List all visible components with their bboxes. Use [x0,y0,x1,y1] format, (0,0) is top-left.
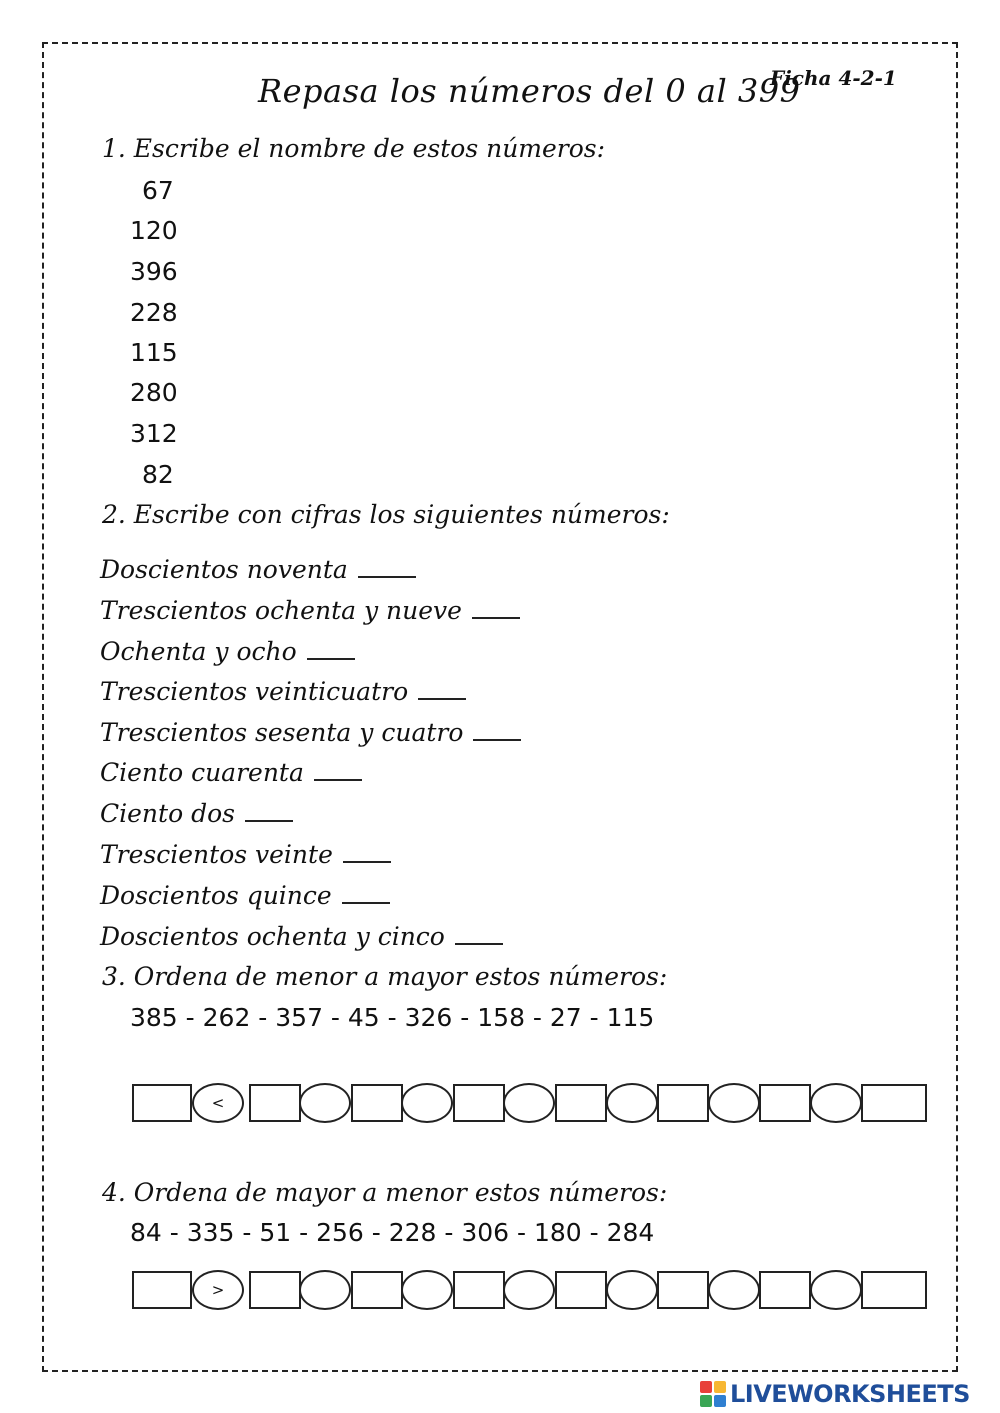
answer-blank[interactable] [245,819,293,822]
answer-box[interactable] [453,1084,505,1122]
q2-item [100,677,466,706]
q2-item-text: Doscientos ochenta y cinco [100,922,445,951]
q2-item-text: Trescientos ochenta y nueve [100,596,462,625]
q3-number-sequence: 385 - 262 - 357 - 45 - 326 - 158 - 27 - 115 [130,1003,655,1032]
comparison-oval[interactable]: > [192,1270,244,1310]
logo-tile [714,1395,726,1407]
answer-box[interactable] [555,1271,607,1309]
q2-item-text: Doscientos noventa [100,555,348,584]
q1-number: 120 [130,216,178,245]
logo-tile [700,1381,712,1393]
q3-heading: 3. Ordena de menor a mayor estos números: [102,962,668,991]
q1-number: 82 [142,460,174,489]
q2-item-text: Trescientos veinte [100,840,333,869]
comparison-oval[interactable] [299,1270,351,1310]
q2-item [100,718,521,747]
q2-item [100,881,390,910]
answer-box[interactable] [132,1084,192,1122]
comparison-oval[interactable] [606,1270,658,1310]
answer-box[interactable] [453,1271,505,1309]
answer-blank[interactable] [307,657,355,660]
answer-box[interactable] [351,1271,403,1309]
q2-item-text: Trescientos sesenta y cuatro [100,718,464,747]
q4-heading: 4. Ordena de mayor a menor estos números: [102,1178,668,1207]
q2-item [100,799,293,828]
answer-box[interactable] [657,1084,709,1122]
answer-box[interactable] [861,1271,927,1309]
comparison-oval[interactable] [503,1270,555,1310]
answer-box[interactable] [555,1084,607,1122]
q1-number: 115 [130,338,178,367]
q2-item-text: Doscientos quince [100,881,332,910]
q1-number: 67 [142,176,174,205]
answer-box[interactable] [657,1271,709,1309]
q2-item [100,596,520,625]
liveworksheets-brand [700,1380,970,1408]
answer-box[interactable] [759,1271,811,1309]
answer-blank[interactable] [343,860,391,863]
answer-blank[interactable] [472,616,520,619]
comparison-oval[interactable] [810,1083,862,1123]
answer-blank[interactable] [455,942,503,945]
comparison-oval[interactable] [708,1270,760,1310]
q4-number-sequence: 84 - 335 - 51 - 256 - 228 - 306 - 180 - 284 [130,1218,655,1247]
q2-item-text: Ochenta y ocho [100,637,297,666]
q2-heading: 2. Escribe con cifras los siguientes números: [102,500,670,529]
worksheet-title: Repasa los números del 0 al 399 [258,72,801,110]
q1-number: 280 [130,378,178,407]
comparison-oval[interactable] [810,1270,862,1310]
answer-blank[interactable] [358,575,416,578]
logo-tile [714,1381,726,1393]
q2-item [100,555,416,584]
answer-blank[interactable] [473,738,521,741]
answer-blank[interactable] [418,697,466,700]
answer-box[interactable] [132,1271,192,1309]
q2-item [100,922,503,951]
answer-box[interactable] [249,1271,301,1309]
q1-number: 228 [130,298,178,327]
comparison-oval[interactable] [401,1083,453,1123]
q2-item-text: Ciento cuarenta [100,758,304,787]
answer-box[interactable] [861,1084,927,1122]
sheet-code: Ficha 4-2-1 [770,66,897,90]
q1-heading: 1. Escribe el nombre de estos números: [102,134,606,163]
dashed-page-border [42,42,958,1372]
comparison-oval[interactable] [606,1083,658,1123]
q2-item-text: Trescientos veinticuatro [100,677,409,706]
comparison-oval[interactable]: < [192,1083,244,1123]
comparison-oval[interactable] [299,1083,351,1123]
q2-item-text: Ciento dos [100,799,235,828]
answer-blank[interactable] [342,901,390,904]
answer-box[interactable] [249,1084,301,1122]
answer-box[interactable] [351,1084,403,1122]
answer-box[interactable] [759,1084,811,1122]
q2-item [100,637,355,666]
q2-item [100,840,391,869]
liveworksheets-logo-icon [700,1381,726,1407]
answer-blank[interactable] [314,778,362,781]
comparison-oval[interactable] [503,1083,555,1123]
q1-number: 396 [130,257,178,286]
logo-tile [700,1395,712,1407]
q1-number: 312 [130,419,178,448]
comparison-oval[interactable] [401,1270,453,1310]
comparison-oval[interactable] [708,1083,760,1123]
q2-item [100,758,362,787]
brand-name: LIVEWORKSHEETS [730,1380,970,1408]
